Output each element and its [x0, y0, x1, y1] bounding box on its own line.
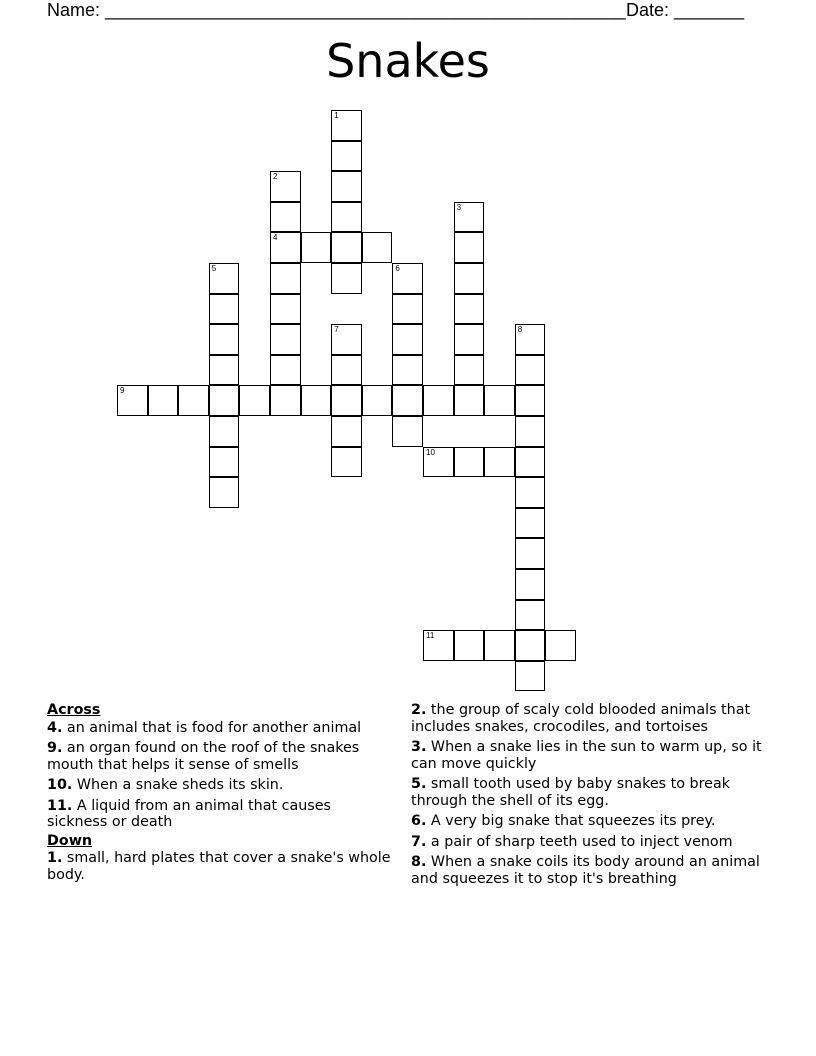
crossword-cell[interactable] — [331, 202, 362, 233]
clue-text: When a snake sheds its skin. — [72, 777, 284, 793]
clue-number: 7. — [411, 833, 427, 850]
crossword-cell[interactable] — [454, 294, 485, 325]
crossword-cell[interactable] — [331, 385, 362, 416]
across-heading: Across — [47, 702, 101, 718]
clue-text: a pair of sharp teeth used to inject venom — [426, 833, 733, 850]
clue-down-7 — [411, 834, 771, 851]
clue-down-5 — [411, 776, 771, 809]
crossword-cell[interactable] — [515, 324, 546, 355]
clue-number: 9. — [47, 740, 63, 756]
clue-text: small tooth used by baby snakes to break through the shell of its egg. — [411, 776, 730, 809]
clue-across-10 — [47, 777, 392, 794]
clue-number: 8. — [411, 854, 427, 870]
clue-down-1 — [47, 850, 392, 883]
crossword-cell[interactable] — [270, 324, 301, 355]
cell-number: 9 — [120, 386, 125, 396]
crossword-cell[interactable] — [392, 355, 423, 386]
crossword-cell[interactable] — [515, 447, 546, 478]
clue-number: 6. — [411, 813, 427, 829]
crossword-cell[interactable] — [331, 232, 362, 263]
crossword-cell[interactable] — [423, 447, 454, 478]
crossword-cell[interactable] — [392, 294, 423, 325]
crossword-cell[interactable] — [454, 385, 485, 416]
crossword-cell[interactable] — [117, 385, 148, 416]
cell-number: 8 — [517, 325, 523, 335]
crossword-cell[interactable] — [515, 477, 546, 508]
crossword-cell[interactable] — [392, 416, 423, 447]
clue-number: 11. — [47, 797, 73, 814]
clue-across-11 — [47, 798, 392, 831]
clue-down-6 — [411, 813, 771, 830]
crossword-cell[interactable] — [270, 355, 301, 386]
crossword-cell[interactable] — [209, 477, 240, 508]
clue-number: 10. — [47, 777, 73, 793]
clue-text: the group of scaly cold blooded animals that includes snakes, crocodiles, and tortoises — [411, 702, 751, 735]
crossword-cell[interactable] — [331, 110, 362, 141]
crossword-cell[interactable] — [484, 447, 515, 478]
crossword-cell[interactable] — [331, 171, 362, 202]
crossword-cell[interactable] — [331, 324, 362, 355]
crossword-cell[interactable] — [270, 171, 301, 202]
clue-across-4 — [47, 720, 392, 737]
crossword-cell[interactable] — [392, 385, 423, 416]
clue-number: 1. — [47, 850, 63, 866]
crossword-cell[interactable] — [331, 141, 362, 172]
cell-number: 2 — [273, 172, 278, 182]
crossword-cell[interactable] — [515, 569, 546, 600]
crossword-cell[interactable] — [454, 263, 485, 294]
clue-text: small, hard plates that cover a snake's whole body. — [47, 850, 391, 883]
crossword-cell[interactable] — [209, 263, 240, 294]
date-label: Date: — [626, 0, 675, 20]
crossword-cell[interactable] — [545, 630, 576, 661]
cell-number: 5 — [211, 264, 217, 273]
crossword-cell[interactable] — [362, 232, 393, 263]
crossword-cell[interactable] — [270, 263, 301, 294]
crossword-cell[interactable] — [331, 355, 362, 386]
crossword-cell[interactable] — [423, 385, 454, 416]
crossword-cell[interactable] — [515, 355, 546, 386]
clue-number: 5. — [411, 776, 427, 792]
clue-number: 3. — [411, 739, 427, 755]
crossword-cell[interactable] — [484, 630, 515, 661]
clue-text: When a snake lies in the sun to warm up, so it can move quickly — [411, 739, 762, 772]
crossword-cell[interactable] — [454, 202, 485, 233]
clue-text: A very big snake that squeezes its prey. — [426, 813, 716, 829]
crossword-cell[interactable] — [392, 263, 423, 294]
crossword-cell[interactable] — [515, 416, 546, 447]
date-line[interactable]: _______ — [674, 0, 745, 20]
crossword-cell[interactable] — [392, 324, 423, 355]
crossword-cell[interactable] — [454, 355, 485, 386]
cell-number: 1 — [334, 111, 339, 120]
crossword-cell[interactable] — [331, 416, 362, 447]
crossword-cell[interactable] — [515, 661, 546, 692]
crossword-cell[interactable] — [239, 385, 270, 416]
clue-across-9 — [47, 740, 392, 773]
clue-down-2 — [411, 702, 771, 735]
clues-left-column — [47, 702, 392, 887]
clue-text: an organ found on the roof of the snakes mouth that helps it sense of smells — [47, 740, 360, 773]
crossword-cell[interactable] — [454, 630, 485, 661]
crossword-cell[interactable] — [270, 202, 301, 233]
clue-number: 4. — [47, 719, 63, 736]
crossword-cell[interactable] — [209, 324, 240, 355]
crossword-cell[interactable] — [515, 630, 546, 661]
crossword-cell[interactable] — [270, 294, 301, 325]
cell-number: 6 — [395, 264, 400, 273]
crossword-cell[interactable] — [331, 263, 362, 294]
clue-text: A liquid from an animal that causes sickness or death — [47, 797, 332, 830]
crossword-cell[interactable] — [515, 385, 546, 416]
crossword-cell[interactable] — [515, 508, 546, 539]
crossword-cell[interactable] — [270, 385, 301, 416]
down-heading: Down — [47, 832, 93, 849]
cell-number: 3 — [456, 202, 462, 212]
cell-number: 7 — [334, 325, 339, 335]
name-label: Name: — [47, 0, 106, 20]
clue-number: 2. — [411, 702, 427, 718]
page-title: Snakes — [326, 34, 490, 88]
crossword-cell[interactable] — [178, 385, 209, 416]
clue-down-8 — [411, 854, 771, 887]
cell-number: 11 — [426, 631, 435, 641]
crossword-cell[interactable] — [515, 600, 546, 631]
crossword-cell[interactable] — [515, 538, 546, 569]
cell-number: 4 — [273, 233, 278, 243]
crossword-cell[interactable] — [331, 447, 362, 478]
name-line[interactable]: ____________________________________________________ — [105, 0, 626, 20]
clue-text: When a snake coils its body around an animal and squeezes it to stop it's breathing — [411, 854, 760, 887]
crossword-cell[interactable] — [148, 385, 179, 416]
crossword-cell[interactable] — [209, 447, 240, 478]
crossword-cell[interactable] — [484, 385, 515, 416]
crossword-cell[interactable] — [454, 447, 485, 478]
crossword-cell[interactable] — [423, 630, 454, 661]
crossword-cell[interactable] — [209, 416, 240, 447]
clue-down-3 — [411, 739, 771, 772]
crossword-cell[interactable] — [454, 232, 485, 263]
crossword-cell[interactable] — [362, 385, 393, 416]
crossword-cell[interactable] — [270, 232, 301, 263]
cell-number: 10 — [426, 447, 435, 457]
crossword-cell[interactable] — [301, 232, 332, 263]
crossword-cell[interactable] — [209, 385, 240, 416]
crossword-cell[interactable] — [454, 324, 485, 355]
crossword-cell[interactable] — [209, 294, 240, 325]
crossword-cell[interactable] — [209, 355, 240, 386]
clues-right-column — [411, 702, 771, 891]
crossword-cell[interactable] — [301, 385, 332, 416]
clue-text: an animal that is food for another animal — [62, 719, 362, 736]
